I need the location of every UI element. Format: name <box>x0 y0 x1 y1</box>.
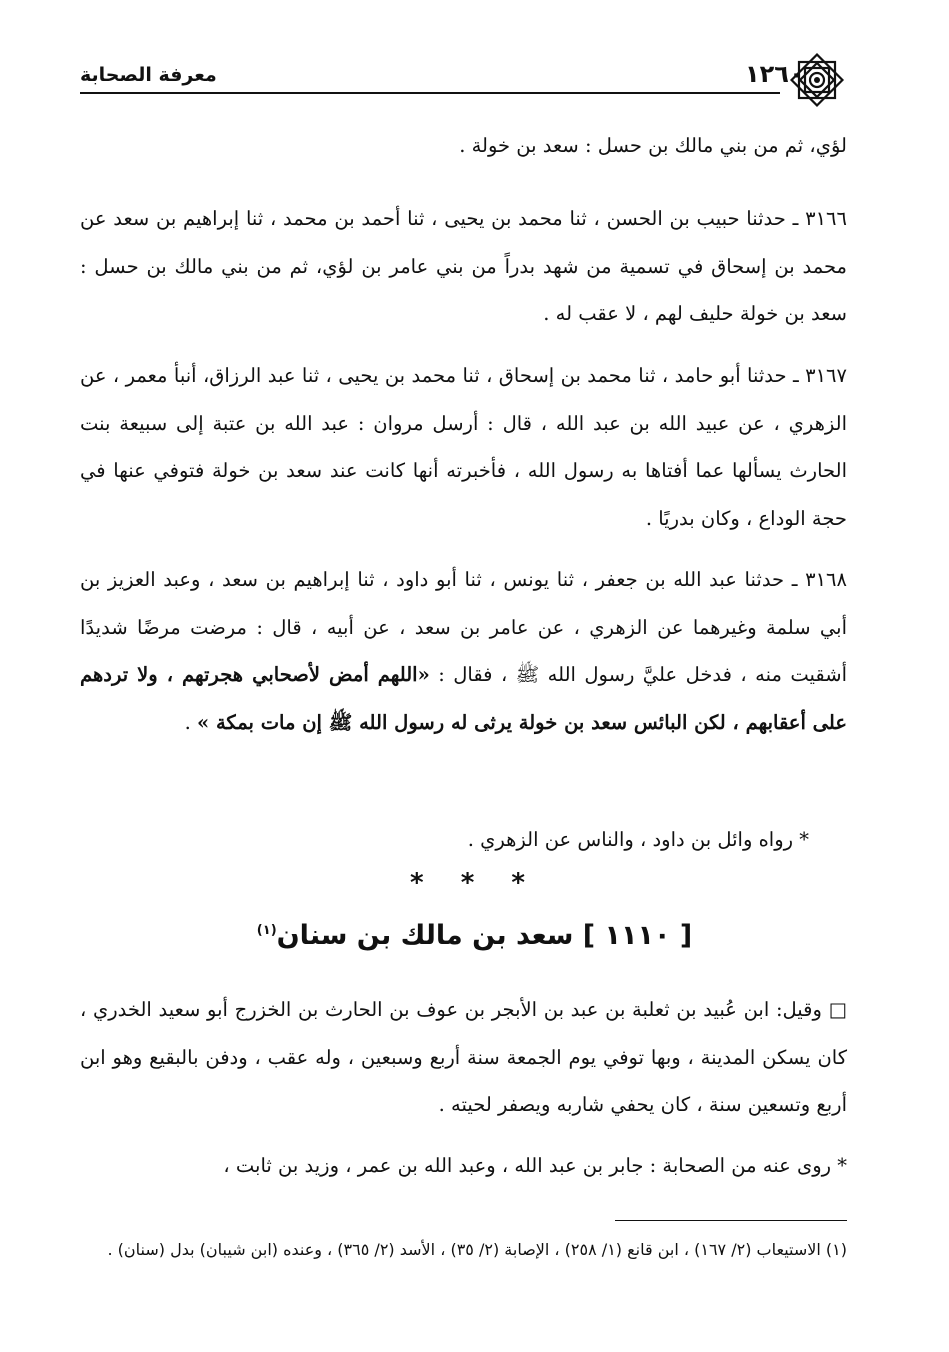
footnote-rule <box>615 1220 847 1221</box>
riwaya-note: * رواه وائل بن داود ، والناس عن الزهري . <box>467 828 809 851</box>
hadith-3167: ٣١٦٧ ـ حدثنا أبو حامد ، ثنا محمد بن إسحاق ، ثنا محمد بن يحيى ، ثنا عبد الرزاق، أنبأ معمر ، عن الزهري ، عن عبيد الله بن عبد الله ، قال : أرسل مروان : عبد الله بن عتبة إلى سبيعة بنت الحارث يسألها عما أفتاها به رسول الله ، فأخبرته أنها كانت عند سعد بن خولة فتوفي عنها في حجة الوداع ، وكان بدريًا . <box>80 364 847 530</box>
paragraph-continuation: لؤي، ثم من بني مالك بن حسل : سعد بن خولة . <box>459 134 847 157</box>
footnote-marker: (١) <box>256 923 277 938</box>
hadith-3168-prophetic-quote: «اللهم أمض لأصحابي هجرتهم ، ولا تردهم على أعقابهم ، لكن البائس سعد بن خولة يرثى له رسول الله ﷺ إن مات بمكة » <box>80 663 847 734</box>
page-number: ١٢٦٠ <box>745 60 804 88</box>
hadith-3168-text: ٣١٦٨ ـ حدثنا عبد الله بن جعفر ، ثنا يونس ، ثنا أبو داود ، ثنا إبراهيم بن سعد ، وعبد العزيز بن أبي سلمة وغيرهما عن الزهري ، عن عامر بن سعد ، عن أبيه ، قال : مرضت مرضًا شديدًا أشقيت منه ، فدخل عليَّ رسول الله ﷺ ، فقال : <box>80 568 848 686</box>
entry-body: □ وقيل: ابن عُبيد بن ثعلبة بن عبد بن الأبجر بن عوف بن الحارث بن الخزرج أبو سعيد الخدري ، كان يسكن المدينة ، وبها توفي يوم الجمعة سنة أربع وسبعين ، وله عقب ، ودفن بالبقيع وهو ابن أربع وتسعين سنة ، كان يحفي شاربه ويصفر لحيته . <box>80 998 847 1116</box>
running-title: معرفة الصحابة <box>80 64 217 86</box>
section-separator-stars: * * * <box>410 868 539 898</box>
header-rule <box>80 92 780 94</box>
hadith-3168 <box>80 556 847 746</box>
hadith-3166: ٣١٦٦ ـ حدثنا حبيب بن الحسن ، ثنا محمد بن يحيى ، ثنا أحمد بن محمد ، ثنا إبراهيم بن سعد عن محمد بن إسحاق في تسمية من شهد بدراً من بني عامر بن لؤي، ثم من بني مالك بن حسل : سعد بن خولة حليف لهم ، لا عقب له . <box>80 207 847 325</box>
entry-heading-text: [ ١١١٠ ] سعد بن مالك بن سنان <box>276 920 693 951</box>
narrators-line: * روى عنه من الصحابة : جابر بن عبد الله ، وعبد الله بن عمر ، وزيد بن ثابت ، <box>223 1154 847 1177</box>
entry-heading <box>0 920 949 951</box>
footnote: (١) الاستيعاب (٢/ ١٦٧) ، ابن قانع (١/ ٢٥٨) ، الإصابة (٢/ ٣٥) ، الأسد (٢/ ٣٦٥) ، وعنده (ابن شيبان) بدل (سنان) . <box>107 1240 847 1259</box>
page-header <box>80 58 867 106</box>
hadith-3168-end: . <box>184 710 197 734</box>
octagram-ornament-icon <box>785 48 849 112</box>
